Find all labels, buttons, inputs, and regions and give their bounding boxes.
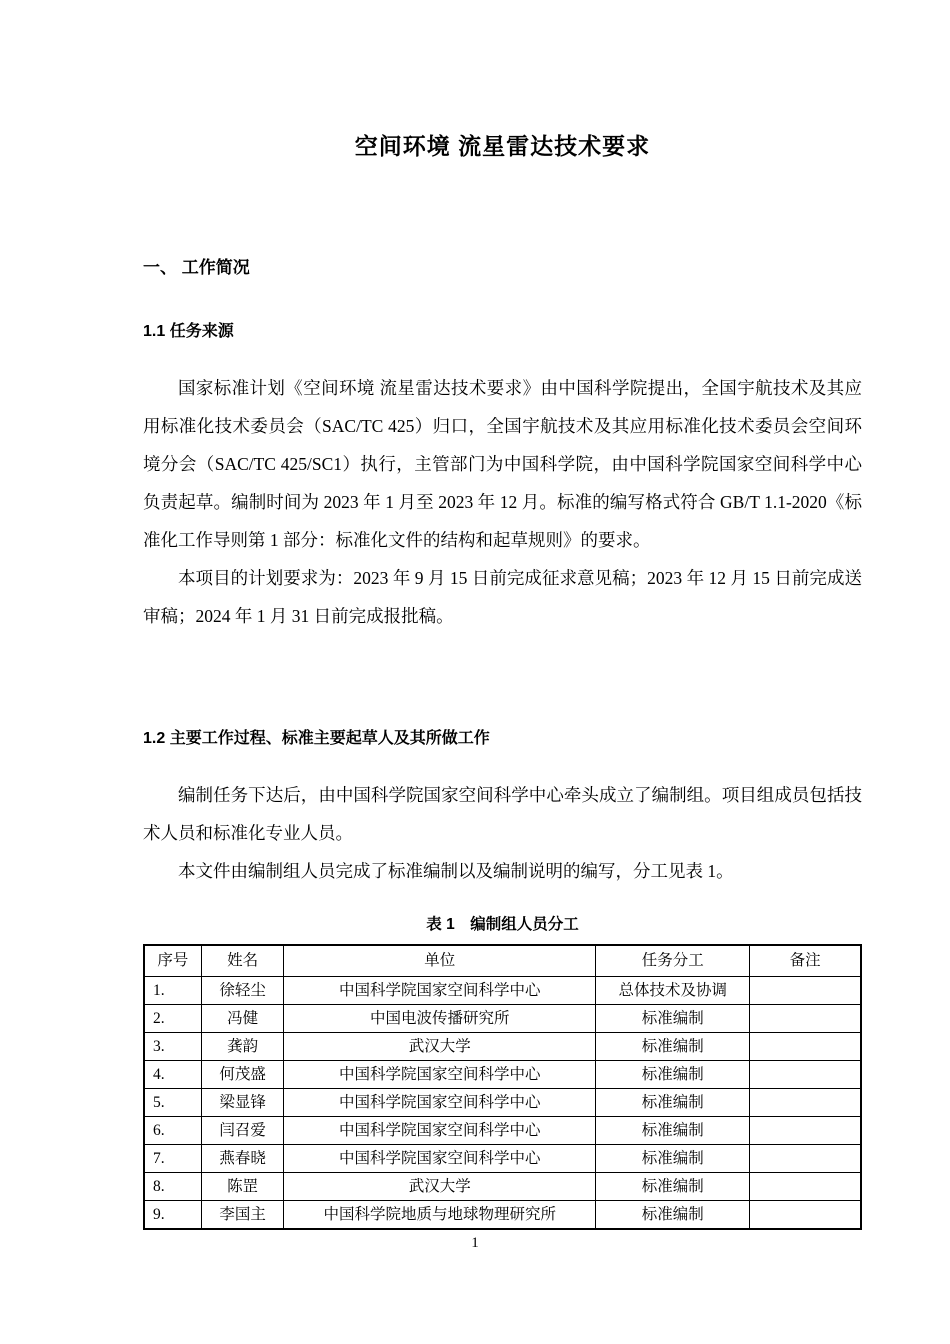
paragraph-task-source-2: 本项目的计划要求为：2023 年 9 月 15 日前完成征求意见稿；2023 年 12 月 15 日前完成送审稿；2024 年 1 月 31 日前完成报批稿。 (143, 568, 862, 626)
table-row (144, 1061, 861, 1089)
table-row (144, 1173, 861, 1201)
table-cell: 何茂盛 (201, 1061, 283, 1089)
table-cell: 9. (144, 1201, 201, 1230)
table-cell: 中国科学院国家空间科学中心 (284, 1089, 596, 1117)
table-cell (750, 977, 861, 1005)
table-cell (750, 1005, 861, 1033)
table-cell: 陈罡 (201, 1173, 283, 1201)
table-row (144, 1145, 861, 1173)
table-cell: 中国科学院国家空间科学中心 (284, 1061, 596, 1089)
personnel-table-header (144, 945, 861, 977)
table-caption: 表 1 编制组人员分工 (426, 916, 579, 933)
table-cell (750, 1061, 861, 1089)
column-header-name: 姓名 (201, 945, 283, 977)
table-cell (750, 1089, 861, 1117)
table-row (144, 1117, 861, 1145)
table-cell: 中国电波传播研究所 (284, 1005, 596, 1033)
table-cell (750, 1033, 861, 1061)
table-cell: 标准编制 (596, 1117, 750, 1145)
column-header-unit: 单位 (284, 945, 596, 977)
column-header-remarks: 备注 (750, 945, 861, 977)
personnel-table (143, 944, 862, 1230)
table-cell: 龚韵 (201, 1033, 283, 1061)
paragraph-task-source-1: 国家标准计划《空间环境 流星雷达技术要求》由中国科学院提出，全国宇航技术及其应用标准化技术委员会（SAC/TC 425）归口，全国宇航技术及其应用标准化技术委员会空间环境分会（SAC/TC 425/SC1）执行，主管部门为中国科学院，由中国科学院国家空间科学中心负责起草。编制时间为 2023 年 1 月至 2023 年 12 月。标准的编写格式符合 GB/T 1.1-2020《标准化工作导则第 1 部分：标准化文件的结构和起草规则》的要求。 (143, 378, 862, 550)
table-cell: 标准编制 (596, 1089, 750, 1117)
table-cell: 中国科学院地质与地球物理研究所 (284, 1201, 596, 1230)
table-cell: 7. (144, 1145, 201, 1173)
table-cell: 中国科学院国家空间科学中心 (284, 977, 596, 1005)
table-cell: 冯健 (201, 1005, 283, 1033)
table-cell: 标准编制 (596, 1201, 750, 1230)
table-cell: 标准编制 (596, 1033, 750, 1061)
table-cell (750, 1117, 861, 1145)
table-cell: 中国科学院国家空间科学中心 (284, 1117, 596, 1145)
table-header-row (144, 945, 861, 977)
table-cell (750, 1201, 861, 1230)
table-cell: 武汉大学 (284, 1033, 596, 1061)
table-cell (750, 1173, 861, 1201)
table-cell: 总体技术及协调 (596, 977, 750, 1005)
table-row (144, 1089, 861, 1117)
table-row (144, 1005, 861, 1033)
table-cell: 6. (144, 1117, 201, 1145)
table-cell (750, 1145, 861, 1173)
column-header-task: 任务分工 (596, 945, 750, 977)
subsection-heading-task-source: 1.1 任务来源 (143, 323, 234, 340)
table-cell: 闫召爱 (201, 1117, 283, 1145)
paragraph-work-process-1: 编制任务下达后，由中国科学院国家空间科学中心牵头成立了编制组。项目组成员包括技术人员和标准化专业人员。 (143, 785, 862, 843)
table-cell: 燕春晓 (201, 1145, 283, 1173)
table-cell: 徐轻尘 (201, 977, 283, 1005)
table-cell: 标准编制 (596, 1061, 750, 1089)
document-title: 空间环境 流星雷达技术要求 (354, 133, 651, 159)
table-cell: 3. (144, 1033, 201, 1061)
table-cell: 1. (144, 977, 201, 1005)
table-cell: 武汉大学 (284, 1173, 596, 1201)
personnel-table-body (144, 977, 861, 1230)
table-cell: 4. (144, 1061, 201, 1089)
table-cell: 5. (144, 1089, 201, 1117)
table-row (144, 977, 861, 1005)
section-heading-work-overview: 一、 工作简况 (143, 258, 250, 277)
table-cell: 中国科学院国家空间科学中心 (284, 1145, 596, 1173)
column-header-serial: 序号 (144, 945, 201, 977)
table-cell: 梁显锋 (201, 1089, 283, 1117)
page-number: 1 (471, 1235, 479, 1251)
table-cell: 标准编制 (596, 1145, 750, 1173)
table-cell: 2. (144, 1005, 201, 1033)
paragraph-work-process-2: 本文件由编制组人员完成了标准编制以及编制说明的编写，分工见表 1。 (178, 861, 734, 881)
table-row (144, 1201, 861, 1230)
table-cell: 李国主 (201, 1201, 283, 1230)
table-cell: 标准编制 (596, 1173, 750, 1201)
table-row (144, 1033, 861, 1061)
table-cell: 8. (144, 1173, 201, 1201)
table-cell: 标准编制 (596, 1005, 750, 1033)
subsection-heading-work-process: 1.2 主要工作过程、标准主要起草人及其所做工作 (143, 730, 490, 747)
